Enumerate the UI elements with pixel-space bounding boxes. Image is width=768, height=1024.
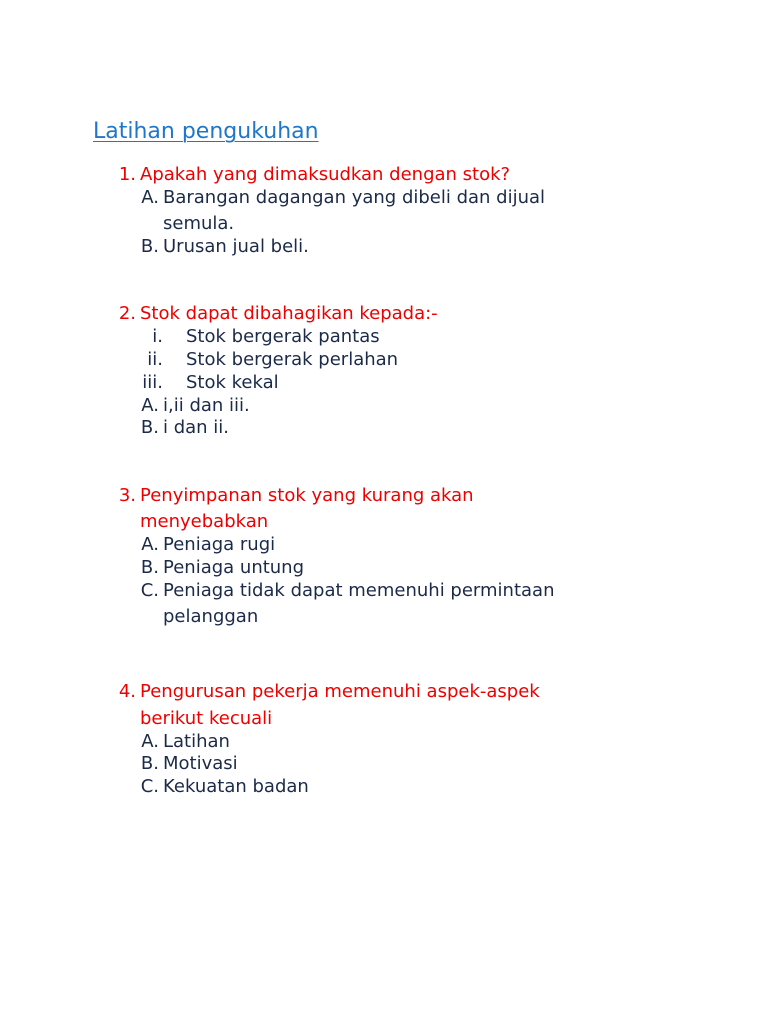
q4-option-b-text: Motivasi: [163, 753, 238, 774]
question-3-number: 3.: [118, 485, 136, 506]
q2-statement-iii-label: iii.: [142, 372, 163, 393]
q3-option-c-text: Peniaga tidak dapat memenuhi permintaan: [163, 580, 555, 601]
q1-option-b-text: Urusan jual beli.: [163, 236, 309, 257]
q3-option-b-text: Peniaga untung: [163, 557, 305, 578]
q4-option-b-label: B.: [140, 753, 159, 774]
question-4-text: Pengurusan pekerja memenuhi aspek-aspek: [140, 681, 540, 702]
q1-option-a-text-cont: semula.: [163, 213, 235, 234]
question-1-number: 1.: [118, 164, 136, 185]
question-2-text: Stok dapat dibahagikan kepada:-: [140, 303, 438, 324]
q3-option-a-label: A.: [141, 534, 159, 555]
q2-option-a-text: i,ii dan iii.: [163, 395, 250, 416]
q2-option-b-label: B.: [140, 417, 159, 438]
q2-statement-ii-text: Stok bergerak perlahan: [186, 349, 399, 370]
q4-option-c-label: C.: [140, 776, 159, 797]
q4-option-c-text: Kekuatan badan: [163, 776, 309, 797]
q2-statement-ii-label: ii.: [147, 349, 163, 370]
question-4-number: 4.: [118, 681, 136, 702]
q2-option-b-text: i dan ii.: [163, 417, 230, 438]
q3-option-b-label: B.: [140, 557, 159, 578]
q1-option-a-label: A.: [141, 187, 159, 208]
question-2-number: 2.: [118, 303, 136, 324]
question-3-text: Penyimpanan stok yang kurang akan: [140, 485, 474, 506]
q2-statement-i-text: Stok bergerak pantas: [186, 326, 380, 347]
q3-option-a-text: Peniaga rugi: [163, 534, 276, 555]
question-1-text: Apakah yang dimaksudkan dengan stok?: [140, 164, 511, 185]
q1-option-b-label: B.: [140, 236, 159, 257]
q3-option-c-text-cont: pelanggan: [163, 606, 259, 627]
q4-option-a-label: A.: [141, 731, 159, 752]
question-3-text-cont: menyebabkan: [140, 511, 269, 532]
q4-option-a-text: Latihan: [163, 731, 230, 752]
q3-option-c-label: C.: [140, 580, 159, 601]
question-4-text-cont: berikut kecuali: [140, 708, 273, 729]
q1-option-a-text: Barangan dagangan yang dibeli dan dijual: [163, 187, 546, 208]
q2-option-a-label: A.: [141, 395, 159, 416]
q2-statement-iii-text: Stok kekal: [186, 372, 279, 393]
page-title: Latihan pengukuhan: [93, 119, 319, 144]
q2-statement-i-label: i.: [152, 326, 163, 347]
